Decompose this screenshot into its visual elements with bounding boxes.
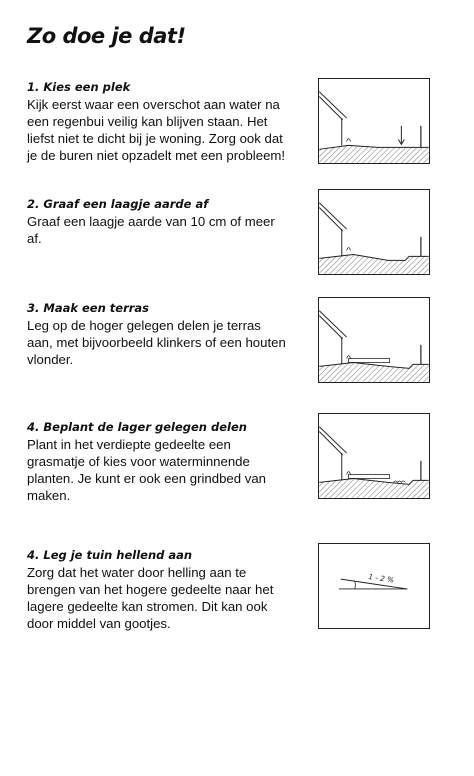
step-4-title: 4. Beplant de lager gelegen delen (27, 420, 247, 434)
step-3-title: 3. Maak een terras (27, 301, 150, 315)
step-5-title: 4. Leg je tuin hellend aan (27, 548, 193, 562)
step-3 (27, 301, 289, 368)
step-1 (27, 80, 289, 164)
slope-angle-icon (319, 544, 429, 628)
step-2-text: Graaf een laagje aarde van 10 cm of meer af. (27, 214, 275, 246)
step-5 (27, 548, 289, 632)
step-1-title: 1. Kies een plek (27, 80, 131, 94)
step-5-text: Zorg dat het water door helling aan te brengen van het hogere gedeelte naar het lagere gedeelte kan stromen. Dit kan ook door middel van gootjes. (27, 565, 274, 631)
step-4-text: Plant in het verdiepte gedeelte een grasmatje of kies voor waterminnende planten. Je kunt er ook een grindbed van maken. (27, 437, 267, 503)
step-2-title: 2. Graaf een laagje aarde af (27, 197, 209, 211)
step-4 (27, 420, 289, 504)
house-planted-ground-icon (319, 414, 429, 498)
slope-label: 1 - 2 % (367, 572, 395, 585)
house-terrace-icon (319, 298, 429, 382)
step-4-illustration (318, 413, 430, 499)
step-3-illustration (318, 297, 430, 383)
page-title: Zo doe je dat! (27, 24, 186, 48)
step-1-text: Kijk eerst waar een overschot aan water na een regenbui veilig kan blijven staan. Het liefst niet te dicht bij je woning. Zorg ook dat je de buren niet opzadelt met een probleem! (27, 97, 286, 163)
step-5-illustration (318, 543, 430, 629)
step-2-illustration (318, 189, 430, 275)
step-2 (27, 197, 289, 247)
house-dug-ground-icon (319, 190, 429, 274)
step-1-illustration (318, 78, 430, 164)
house-ground-arrow-icon (319, 79, 429, 163)
step-3-text: Leg op de hoger gelegen delen je terras aan, met bijvoorbeeld klinkers of een houten vlonder. (27, 318, 286, 367)
